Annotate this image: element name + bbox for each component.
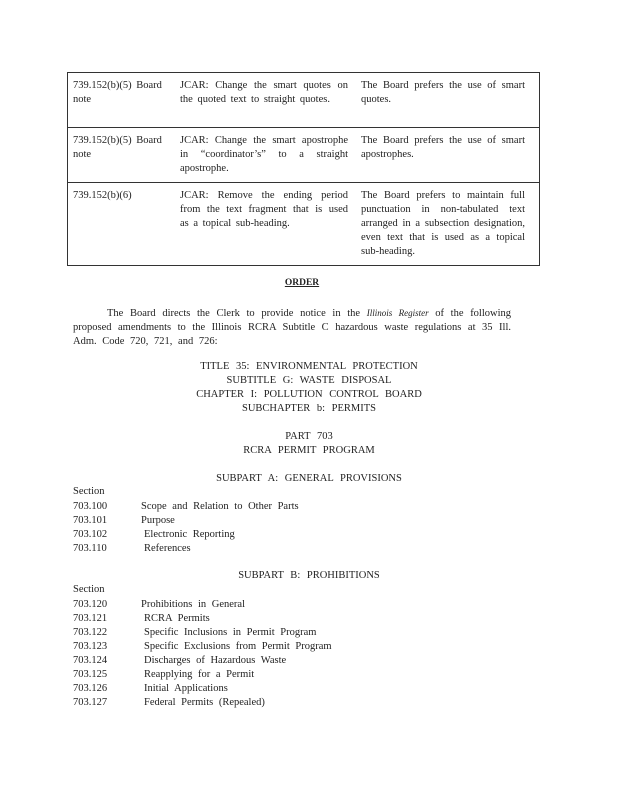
section-number: 703.126 [73,683,108,694]
paragraph-italic: Illinois Register [366,308,429,318]
section-number: 703.102 [73,529,108,540]
section-title: References [144,543,191,554]
section-number: 703.123 [73,641,108,652]
table-row [68,73,539,128]
section-number: 703.101 [73,515,108,526]
section-title: Reapplying for a Permit [144,669,255,680]
table-row [68,183,539,266]
section-title: Specific Exclusions from Permit Program [144,641,332,652]
section-number: 703.120 [73,599,108,610]
subpart-a-title: SUBPART A: GENERAL PROVISIONS [216,473,402,484]
paragraph-before: The Board directs the Clerk to provide notice in the [107,308,361,319]
part-name: RCRA PERMIT PROGRAM [243,445,375,456]
section-label: Section [73,486,105,497]
heading-subchapter: SUBCHAPTER b: PERMITS [241,403,377,414]
row-section: 739.152(b)(5) Board note [73,135,162,160]
row-section: 739.152(b)(5) Board note [73,80,162,105]
heading-subtitle: SUBTITLE G: WASTE DISPOSAL [226,375,392,386]
row-comment: JCAR: Change the smart quotes on the quoted text to straight quotes. [180,80,348,105]
section-number: 703.125 [73,669,108,680]
section-number: 703.124 [73,655,108,666]
paragraph-after: of the following proposed amendments to the Illinois RCRA Subtitle C hazardous waste regulations at 35 Ill. Adm. Code 720, 721, and 726: [73,308,512,347]
row-response: The Board prefers the use of smart apostrophes. [361,135,525,160]
section-title: Scope and Relation to Other Parts [141,501,299,512]
order-paragraph [73,306,511,349]
row-comment: JCAR: Remove the ending period from the text fragment that is used as a topical sub-heading. [180,190,348,229]
section-title: Initial Applications [144,683,228,694]
subpart-b-title: SUBPART B: PROHIBITIONS [238,570,380,581]
row-response: The Board prefers the use of smart quotes. [361,80,525,105]
comments-table [67,72,540,266]
row-section: 739.152(b)(6) [73,190,132,201]
section-number: 703.100 [73,501,108,512]
heading-chapter: CHAPTER I: POLLUTION CONTROL BOARD [196,389,422,400]
section-title: Specific Inclusions in Permit Program [144,627,317,638]
heading-block [0,360,618,416]
section-title: Prohibitions in General [141,599,245,610]
section-title: Purpose [141,515,175,526]
section-number: 703.127 [73,697,108,708]
section-number: 703.121 [73,613,108,624]
section-number: 703.122 [73,627,108,638]
part-block [0,430,618,458]
section-title: Discharges of Hazardous Waste [144,655,287,666]
row-response: The Board prefers to maintain full punctuation in non-tabulated text arranged in a subsection designation, even text that is used as a topical sub-heading. [361,190,525,257]
section-label: Section [73,584,105,595]
row-comment: JCAR: Change the smart apostrophe in “coordinator’s” to a straight apostrophe. [180,135,348,174]
section-title: Electronic Reporting [144,529,235,540]
order-heading: ORDER [284,278,320,288]
table-row [68,128,539,183]
section-number: 703.110 [73,543,107,554]
part-number: PART 703 [285,431,333,442]
heading-title: TITLE 35: ENVIRONMENTAL PROTECTION [200,361,418,372]
section-title: Federal Permits (Repealed) [144,697,265,708]
section-title: RCRA Permits [144,613,210,624]
